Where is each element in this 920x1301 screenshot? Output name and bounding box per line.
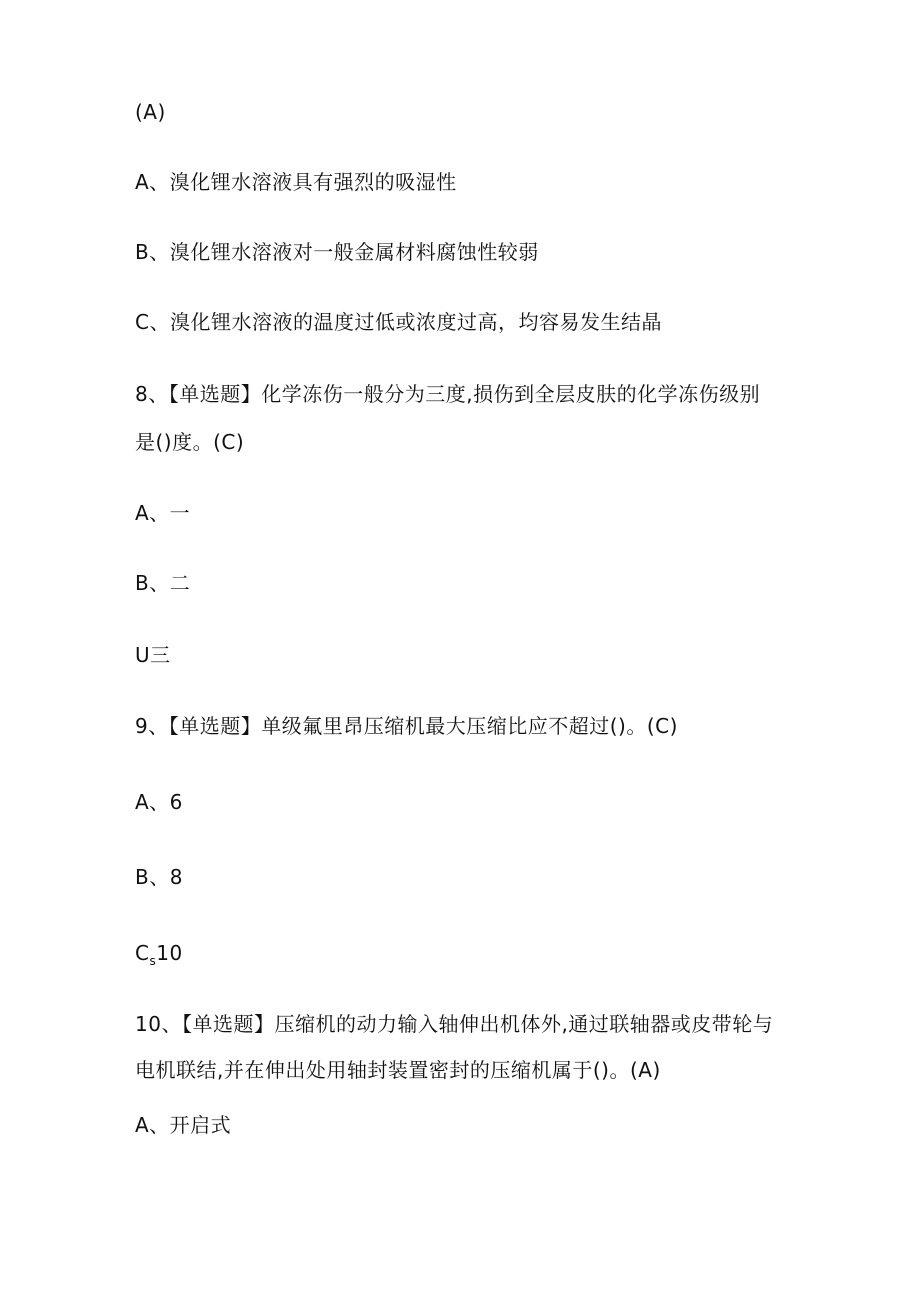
option-c-q8: U三 <box>135 643 171 667</box>
question-10-line-1: 10、【单选题】压缩机的动力输入轴伸出机体外,通过联轴器或皮带轮与 <box>135 1012 774 1036</box>
option-b-q9: B、8 <box>135 865 183 889</box>
option-a-q10: A、开启式 <box>135 1113 232 1137</box>
question-9: 9、【单选题】单级氟里昂压缩机最大压缩比应不超过()。(C) <box>135 714 678 738</box>
option-c-subscript: s <box>149 954 157 968</box>
option-a-q9: A、6 <box>135 790 183 814</box>
answer-line-prev: (A) <box>135 100 166 124</box>
option-c-value: 10 <box>156 941 183 965</box>
option-c-letter: C <box>135 941 150 965</box>
option-a-q7: A、溴化锂水溶液具有强烈的吸湿性 <box>135 170 457 194</box>
option-c-q7: C、溴化锂水溶液的温度过低或浓度过高，均容易发生结晶 <box>135 310 662 334</box>
question-8-line-1: 8、【单选题】化学冻伤一般分为三度,损伤到全层皮肤的化学冻伤级别 <box>135 382 761 406</box>
question-8-line-2: 是()度。(C) <box>135 430 245 454</box>
question-10-line-2: 电机联结,并在伸出处用轴封装置密封的压缩机属于()。(A) <box>135 1058 661 1082</box>
option-a-q8: A、一 <box>135 501 191 525</box>
option-c-q9 <box>135 940 183 969</box>
option-b-q7: B、溴化锂水溶液对一般金属材料腐蚀性较弱 <box>135 240 539 264</box>
option-b-q8: B、二 <box>135 571 191 595</box>
